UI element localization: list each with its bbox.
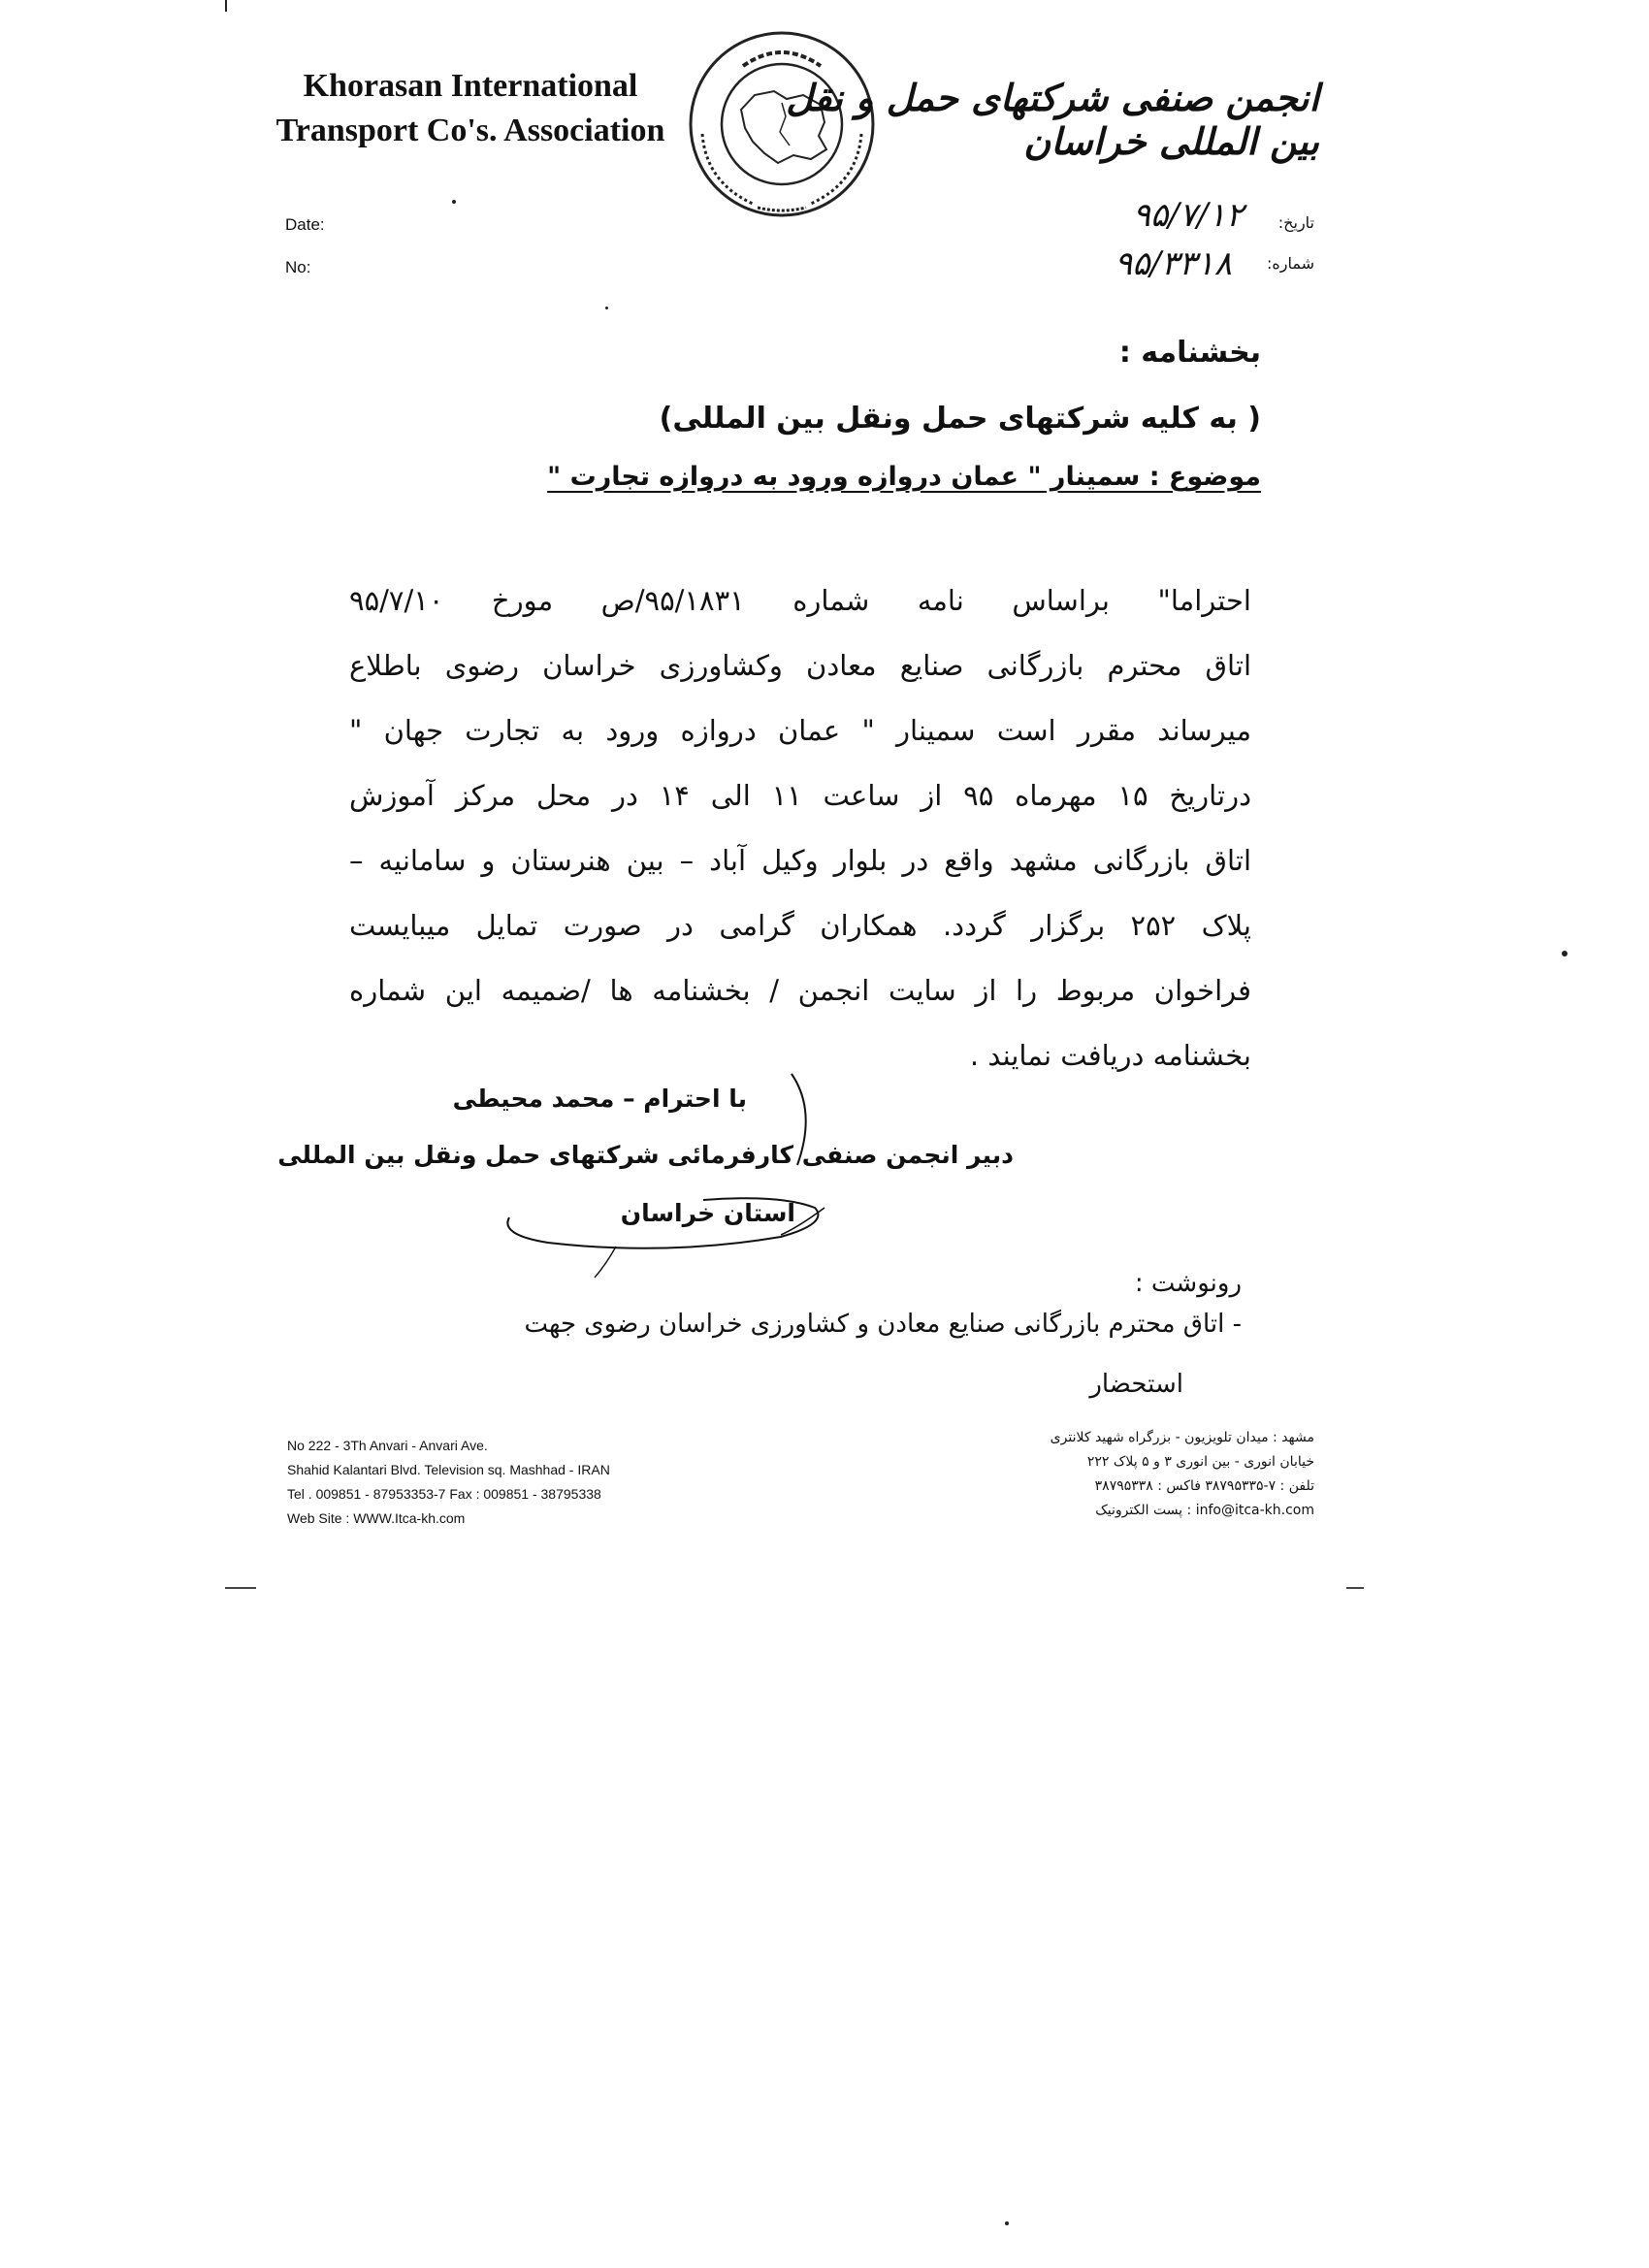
scan-speck	[1005, 2221, 1009, 2225]
signature-stroke	[784, 1072, 823, 1169]
no-value: ۹۵/۳۳۱۸	[1114, 244, 1232, 283]
footer-en-line: Shahid Kalantari Blvd. Television sq. Mashhad - IRAN	[287, 1462, 610, 1477]
scan-speck	[1562, 951, 1568, 956]
date-value: ۹۵/۷/۱۲	[1132, 196, 1244, 235]
scan-speck	[605, 307, 608, 309]
subject-heading: موضوع : سمینار " عمان دروازه ورود به دروازه تجارت "	[547, 462, 1261, 492]
handwritten-signature	[490, 1188, 839, 1256]
scan-mark	[225, 0, 227, 12]
body-line: میرساند مقرر است سمینار " عمان دروازه ورود به تجارت جهان "	[349, 714, 1251, 747]
body-line: اتاق بازرگانی مشهد واقع در بلوار وکیل آباد – بین هنرستان و سامانیه –	[349, 844, 1251, 877]
signature-line-3: استان خراسان	[620, 1199, 795, 1227]
scan-mark	[225, 1587, 256, 1589]
body-line: اتاق محترم بازرگانی صنایع معادن وکشاورزی خراسان رضوی باطلاع	[349, 649, 1251, 682]
date-label-en: Date:	[285, 215, 325, 234]
letter-body	[349, 568, 1251, 1088]
cc-heading: رونوشت :	[1134, 1269, 1242, 1298]
footer-fa-line: تلفن : ۷-۳۸۷۹۵۳۳۵ فاکس : ۳۸۷۹۵۳۳۸	[1094, 1478, 1314, 1494]
footer-address-en	[287, 1434, 610, 1531]
cc-recipient-line-1: - اتاق محترم بازرگانی صنایع معادن و کشاورزی خراسان رضوی جهت	[524, 1310, 1242, 1339]
body-line: درتاریخ ۱۵ مهرماه ۹۵ از ساعت ۱۱ الی ۱۴ در محل مرکز آموزش	[349, 779, 1251, 812]
org-name-fa: انجمن صنفی شرکتهای حمل و نقل بین المللی خراسان	[786, 76, 1319, 163]
circular-heading: بخشنامه :	[1118, 336, 1261, 370]
footer-fa-line: مشهد : میدان تلویزیون - بزرگراه شهید کلانتری	[1050, 1430, 1314, 1445]
cc-recipient-line-2: استحضار	[1089, 1370, 1183, 1399]
org-name-en-line1: Khorasan International	[303, 68, 638, 104]
body-line: بخشنامه دریافت نمایند .	[969, 1039, 1251, 1072]
no-label-fa: شماره:	[1266, 254, 1314, 273]
body-line: پلاک ۲۵۲ برگزار گردد. همکاران گرامی در صورت تمایل میبایست	[349, 909, 1251, 942]
signature-line-2: دبیر انجمن صنفی کارفرمائی شرکتهای حمل ونقل بین المللی	[277, 1141, 1014, 1169]
org-name-en-line2: Transport Co's. Association	[275, 113, 665, 148]
footer-en-line: No 222 - 3Th Anvari - Anvari Ave.	[287, 1438, 488, 1453]
body-line: احتراما" براساس نامه شماره ۹۵/۱۸۳۱/ص مورخ ۹۵/۷/۱۰	[349, 584, 1251, 617]
no-label-en: No:	[285, 258, 311, 276]
signature-line-1: با احترام – محمد محیطی	[452, 1085, 747, 1113]
footer-en-line: Web Site : WWW.Itca-kh.com	[287, 1510, 466, 1526]
footer-fa-line: info@itca-kh.com : پست الکترونیک	[1095, 1503, 1314, 1518]
footer-en-line: Tel . 009851 - 87953353-7 Fax : 009851 - 38795338	[287, 1486, 601, 1502]
body-line: فراخوان مربوط را از سایت انجمن / بخشنامه ها /ضمیمه این شماره	[349, 974, 1251, 1007]
org-name-en	[262, 64, 679, 153]
footer-address-fa	[985, 1426, 1314, 1523]
date-label-fa: تاریخ:	[1277, 213, 1314, 232]
scan-speck	[452, 200, 456, 204]
scan-mark	[1346, 1587, 1364, 1589]
recipients-heading: ( به کلیه شرکتهای حمل ونقل بین المللی)	[659, 402, 1261, 436]
footer-fa-line: خیابان انوری - بین انوری ۳ و ۵ پلاک ۲۲۲	[1086, 1454, 1314, 1470]
